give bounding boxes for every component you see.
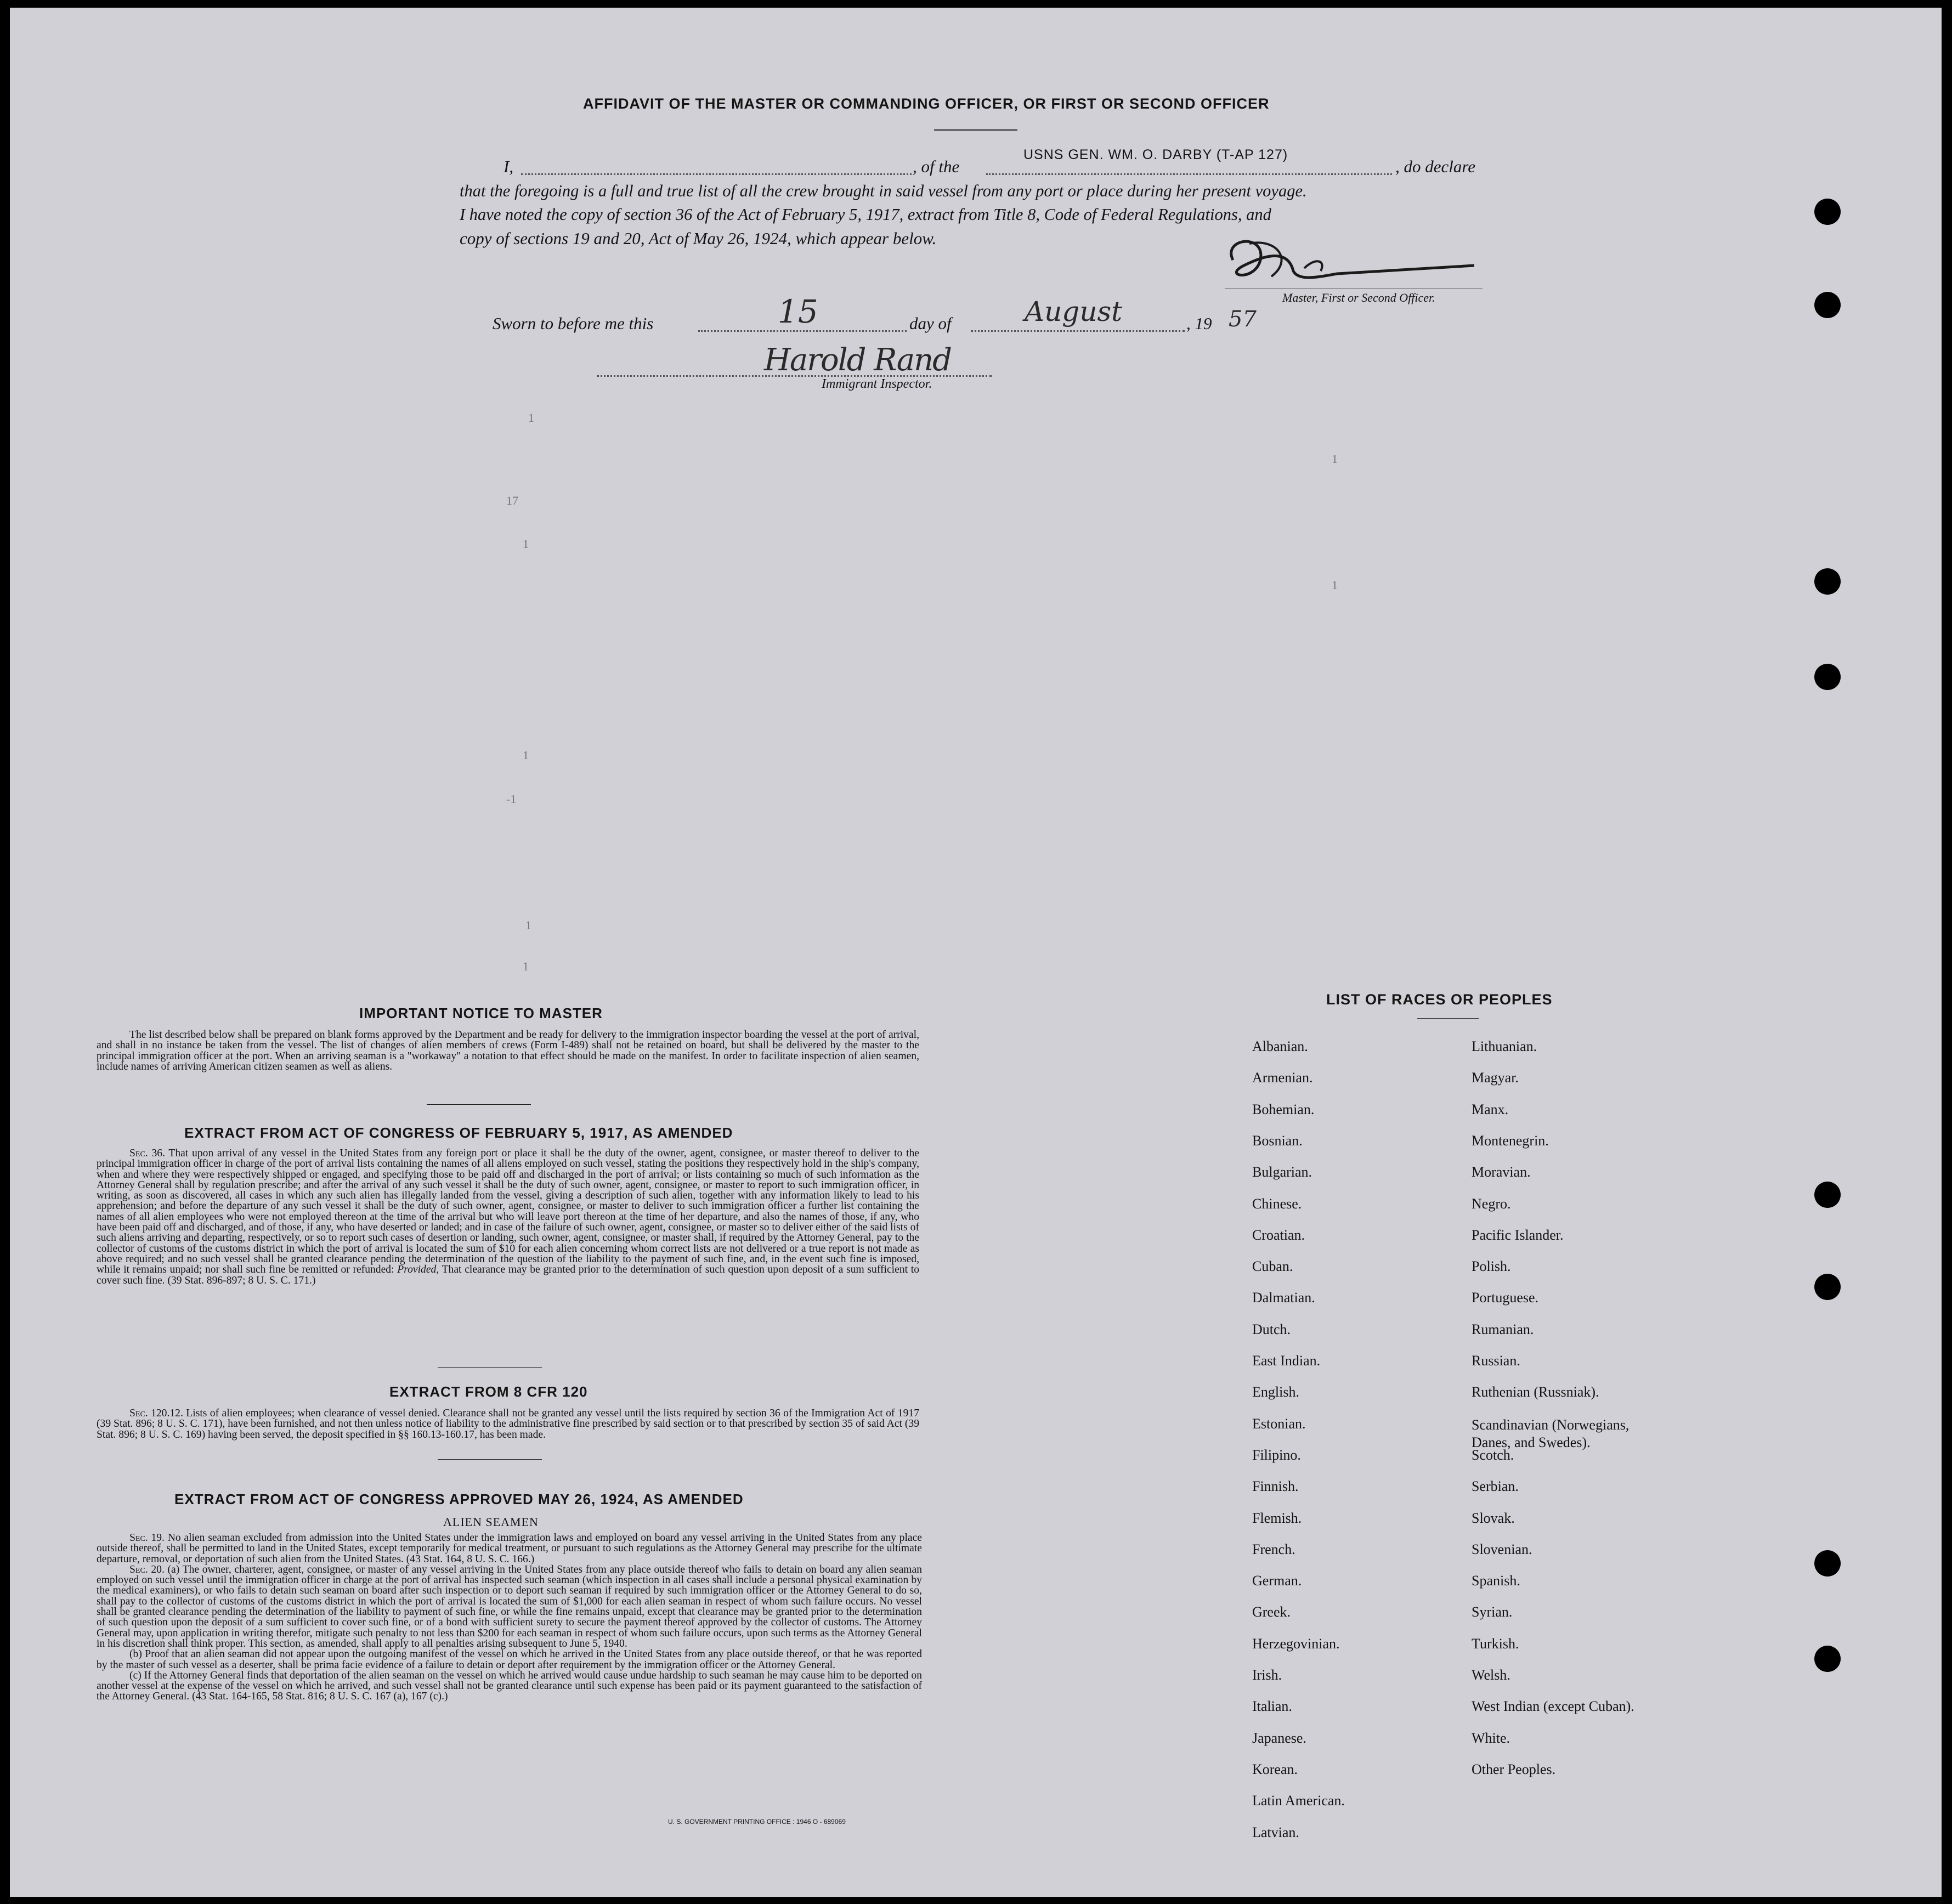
race-item: Spanish. (1472, 1573, 1520, 1589)
race-item: Latvian. (1252, 1824, 1299, 1840)
affidavit-line-4: copy of sections 19 and 20, Act of May 26, 1924, which appear below. (460, 229, 937, 248)
affidavit-title: AFFIDAVIT OF THE MASTER OR COMMANDING OFFICER, OR FIRST OR SECOND OFFICER (583, 95, 1270, 112)
month-blank (971, 330, 1185, 332)
race-item: Welsh. (1472, 1667, 1510, 1683)
extract-1924-text (97, 1533, 922, 1702)
punch-hole (1814, 1646, 1841, 1672)
extract-1917-text (97, 1148, 919, 1286)
race-item: Herzegovinian. (1252, 1636, 1340, 1652)
race-item: Moravian. (1472, 1164, 1531, 1180)
race-item: Bosnian. (1252, 1133, 1303, 1149)
race-item: Cuban. (1252, 1258, 1293, 1274)
race-item: Bulgarian. (1252, 1164, 1312, 1180)
extract-1917-rule (438, 1367, 542, 1368)
sworn-day: 15 (778, 293, 818, 330)
race-item: Negro. (1472, 1196, 1511, 1212)
year-prefix: , 19 (1186, 314, 1212, 333)
bleed-mark: 1 (1332, 578, 1338, 592)
race-item: Croatian. (1252, 1227, 1305, 1243)
bleed-mark: 1 (523, 537, 529, 551)
race-item: Slovenian. (1472, 1541, 1532, 1557)
extract-cfr-title: EXTRACT FROM 8 CFR 120 (389, 1383, 588, 1400)
punch-hole (1814, 1550, 1841, 1577)
manifest-page (10, 8, 1942, 1897)
race-item: Scotch. (1472, 1447, 1514, 1463)
inspector-label: Immigrant Inspector. (822, 377, 932, 391)
sec-20a-text: (a) The owner, charterer, agent, consignee, or master of any vessel arriving in the United States from any place outside thereof who fails to detain on board any alien seaman employed on such vessel until the immigration officer in charge at the port of arrival has inspected such seaman (which inspection in all cases shall include a personal physical examination by the medical examiners), or who fails to detain such seaman on board after such inspection or to deport such seaman if required by such immigration officer or the Attorney General to do so, shall pay to the collector of customs of the customs district in which the port of arrival is located the sum of $1,000 for each alien seaman in respect of whom such failure occurs. No vessel shall be granted clearance pending the determination of the liability to payment of such fine, or while the fine remains unpaid, except that clearance may be granted prior to the determination of such question upon the deposit of a sum sufficient to cover such fine, or of a bond with sufficient surety to secure the payment thereof approved by the collector of customs. The Attorney General may, upon application in writing therefor, mitigate such penalty to not less than $200 for each seaman in respect of whom such failure occurs, upon such terms as the Attorney General in his discretion shall think proper. This section, as amended, shall apply to all penalties arising subsequent to June 5, 1940. (97, 1563, 922, 1649)
extract-1924-title: EXTRACT FROM ACT OF CONGRESS APPROVED MAY 26, 1924, AS AMENDED (174, 1491, 744, 1507)
race-item: Portuguese. (1472, 1290, 1539, 1306)
race-item: Finnish. (1252, 1478, 1299, 1494)
race-item: Pacific Islander. (1472, 1227, 1564, 1243)
day-blank (698, 330, 907, 332)
race-item: Other Peoples. (1472, 1761, 1556, 1777)
race-item: Montenegrin. (1472, 1133, 1549, 1149)
punch-hole (1814, 292, 1841, 318)
inspector-signature: Harold Rand (764, 342, 952, 378)
race-item: Italian. (1252, 1698, 1292, 1714)
race-item: Latin American. (1252, 1793, 1345, 1809)
race-item: Syrian. (1472, 1604, 1513, 1620)
bleed-mark: 17 (506, 494, 518, 507)
sec-120-label: Sec. 120.12. (129, 1408, 183, 1419)
name-blank (521, 173, 912, 175)
race-item: Chinese. (1252, 1196, 1302, 1212)
sec-20c-text: (c) If the Attorney General finds that deportation of the alien seaman on the vessel on which he arrived would cause undue hardship to such seaman he may cause him to be deported on another vessel at the expense of the vessel on which he arrived, and such vessel shall not be granted clearance until such expense has been paid or its payment guaranteed to the satisfaction of the Attorney General. (43 Stat. 164-165, 58 Stat. 816; 8 U. S. C. 167 (a), 167 (c).) (97, 1669, 922, 1703)
bleed-mark: 1 (1332, 452, 1338, 466)
sec-20b-text: (b) Proof that an alien seaman did not appear upon the outgoing manifest of the vessel on which he arrived in the United States from any place outside thereof, or that he was reported by the master of such vessel as a deserter, shall be prima facie evidence of a failure to detain or deport after requirement by the immigration officer or the Attorney General. (97, 1648, 922, 1671)
printer-imprint: U. S. GOVERNMENT PRINTING OFFICE : 1946 O - 689069 (668, 1818, 846, 1826)
races-rule (1417, 1018, 1479, 1019)
race-item: Estonian. (1252, 1416, 1306, 1432)
race-item: Russian. (1472, 1353, 1520, 1369)
sworn-year: 57 (1229, 307, 1257, 332)
race-item: Ruthenian (Russniak). (1472, 1384, 1599, 1400)
punch-hole (1814, 1274, 1841, 1300)
punch-hole (1814, 1182, 1841, 1208)
notice-text: The list described below shall be prepared on blank forms approved by the Department and be ready for delivery to the immigration inspector boarding the vessel at the port of arrival, and shall in no instance be taken from the vessel. The list of changes of alien members of crews (Form I-489) shall not be retained on board, but shall be delivered by the master to the principal immigration officer at the port. When an arriving seaman is a "workaway" a notation to that effect should be made on the manifest. In order to facilitate inspection of alien seamen, include names of arriving American citizen seamen as well as aliens. (97, 1029, 919, 1072)
race-item: Greek. (1252, 1604, 1291, 1620)
race-item: Flemish. (1252, 1510, 1302, 1526)
day-of-label: day of (909, 314, 952, 333)
race-item: Rumanian. (1472, 1321, 1534, 1337)
race-item: White. (1472, 1730, 1510, 1746)
sec-36-label: Sec. 36. (129, 1148, 165, 1159)
alien-seamen-subtitle: ALIEN SEAMEN (443, 1515, 539, 1529)
sec-19-label: Sec. 19. (129, 1532, 165, 1544)
race-item: Dalmatian. (1252, 1290, 1315, 1306)
sec-36-tail: That clearance may be granted prior to the determination of such question upon deposit of a sum sufficient to cover such fine. (39 Stat. 896-897; 8 U. S. C. 171.) (97, 1264, 919, 1286)
race-item: Dutch. (1252, 1321, 1291, 1337)
race-item: German. (1252, 1573, 1302, 1589)
sec-120-text: Lists of alien employees; when clearance of vessel denied. Clearance shall not be granted any vessel until the lists required by section 36 of the Immigration Act of 1917 (39 Stat. 896; 8 U. S. C. 171), have been furnished, and not then unless notice of liability to the administrative fine prescribed by said section or to that prescribed by section 35 of said Act (39 Stat. 896; 8 U. S. C. 169) having been served, the deposit specified in §§ 160.13-160.17, has been made. (97, 1408, 919, 1440)
vessel-blank (986, 173, 1392, 175)
race-item: French. (1252, 1541, 1295, 1557)
sec-20-label: Sec. 20. (129, 1563, 165, 1575)
title-rule (934, 129, 1017, 131)
punch-hole (1814, 199, 1841, 225)
bleed-mark: 1 (525, 918, 531, 932)
sworn-month: August (1025, 296, 1123, 327)
race-item: Japanese. (1252, 1730, 1306, 1746)
bleed-mark: 1 (528, 411, 534, 425)
race-item: Albanian. (1252, 1038, 1308, 1054)
race-item: Danes, and Swedes). (1472, 1434, 1591, 1450)
bleed-mark: 1 (523, 748, 529, 762)
affidavit-declare: , do declare (1395, 157, 1476, 176)
affidavit-of-the: , of the (913, 157, 960, 176)
punch-hole (1814, 568, 1841, 595)
race-item: Armenian. (1252, 1070, 1313, 1086)
race-item: Irish. (1252, 1667, 1282, 1683)
affidavit-line-2: that the foregoing is a full and true list of all the crew brought in said vessel from any port or place during her present voyage. (460, 182, 1307, 200)
bleed-mark: 1 (523, 959, 529, 973)
race-item: Korean. (1252, 1761, 1298, 1777)
race-item: Filipino. (1252, 1447, 1301, 1463)
provided-word: Provided, (397, 1264, 439, 1276)
sec-19-text: No alien seaman excluded from admission into the United States under the immigration laws and employed on board any vessel arriving in the United States from any place outside thereof, shall be permitted to land in the United States, except temporarily for medical treatment, or pursuant to such regulations as the Attorney General may prescribe for the ultimate departure, removal, or deportation of such alien from the United States. (43 Stat. 164, 8 U. S. C. 166.) (97, 1532, 923, 1565)
sec-36-text: That upon arrival of any vessel in the United States from any foreign port or place it shall be the duty of the owner, agent, consignee, or master thereof to deliver to the principal immigration officer in charge of the port of arrival lists containing the names of all aliens employed on such vessel, stating the positions they respectively hold in the ship's company, when and where they were respectively shipped or engaged, and specifying those to be paid off and discharged in the port of arrival; or lists containing so much of such information as the Attorney General shall by regulation prescribe; and after the arrival of any such vessel it shall be the duty of such owner, agent, consignee, or master to report to such immigration officer, in writing, as soon as discovered, all cases in which any such alien has illegally landed from the vessel, giving a description of such alien, together with any information likely to lead to his apprehension; and before the departure of any such vessel it shall be the duty of such owner, agent, consignee, or master to deliver to such immigration officer a further list containing the names of all alien employees who were not employed thereon at the time of the arrival but who will leave port thereon at the time of her departure, and also the names of those, if any, who have been paid off and discharged, and of those, if any, who have deserted or landed; and in case of the failure of such owner, agent, consignee, or master so to deliver either of the said lists of such aliens arriving and departing, respectively, or so to report such cases of desertion or landing, such owner, agent, consignee, or master shall, if required by the Attorney General, pay to the collector of customs of the customs district in which the port of arrival is located the sum of $10 for each alien concerning whom correct lists are not delivered or a true report is not made as above required; and no such vessel shall be granted clearance pending the determination of the question of the liability to the payment of such fine, and, in the event such fine is imposed, while it remains unpaid; nor shall such fine be remitted or refunded: (97, 1148, 920, 1276)
extract-1917-title: EXTRACT FROM ACT OF CONGRESS OF FEBRUARY 5, 1917, AS AMENDED (184, 1125, 733, 1141)
race-item: Polish. (1472, 1258, 1511, 1274)
race-item: West Indian (except Cuban). (1472, 1698, 1634, 1714)
master-label: Master, First or Second Officer. (1282, 291, 1435, 304)
race-item: Turkish. (1472, 1636, 1519, 1652)
sworn-label: Sworn to before me this (493, 314, 654, 333)
race-item: Slovak. (1472, 1510, 1515, 1526)
race-item: English. (1252, 1384, 1299, 1400)
race-item: Magyar. (1472, 1070, 1519, 1086)
race-item: Bohemian. (1252, 1101, 1315, 1117)
race-item: Scandinavian (Norwegians, (1472, 1417, 1630, 1433)
notice-title: IMPORTANT NOTICE TO MASTER (359, 1005, 603, 1021)
race-item: Lithuanian. (1472, 1038, 1537, 1054)
extract-cfr-text (97, 1408, 919, 1440)
bleed-mark: -1 (506, 792, 517, 806)
race-item: Manx. (1472, 1101, 1509, 1117)
punch-hole (1814, 664, 1841, 690)
extract-cfr-rule (438, 1459, 542, 1460)
vessel-name: USNS GEN. WM. O. DARBY (T-AP 127) (1023, 147, 1288, 162)
race-item: Serbian. (1472, 1478, 1519, 1494)
affidavit-line-3: I have noted the copy of section 36 of the Act of February 5, 1917, extract from Title 8, Code of Federal Regulations, and (460, 205, 1271, 224)
race-item: East Indian. (1252, 1353, 1321, 1369)
master-signature (1211, 227, 1474, 293)
notice-rule (427, 1104, 531, 1105)
affidavit-i: I, (503, 157, 514, 176)
races-title: LIST OF RACES OR PEOPLES (1326, 991, 1553, 1008)
